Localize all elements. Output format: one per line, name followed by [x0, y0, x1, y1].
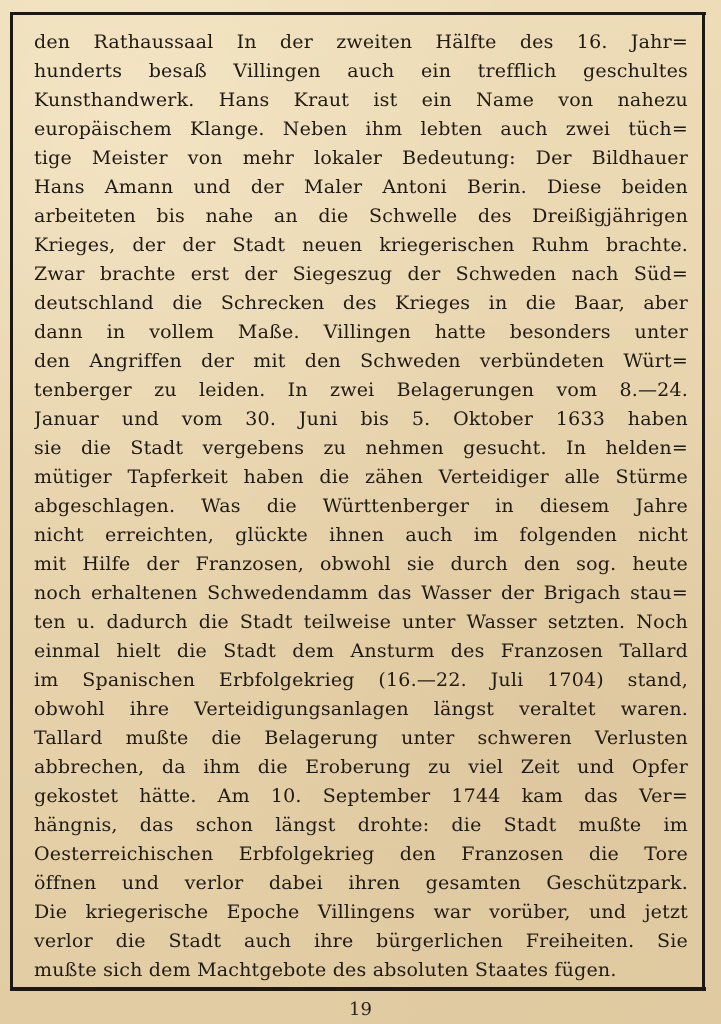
frame-right-rule [702, 12, 705, 987]
text-line: mütiger Tapferkeit haben die zähen Verteidiger alle Stürme [34, 466, 688, 488]
text-line: Kunsthandwerk. Hans Kraut ist ein Name von nahezu [34, 89, 688, 111]
text-line: ten u. dadurch die Stadt teilweise unter Wasser setzten. Noch [34, 611, 688, 633]
text-line: nicht erreichten, glückte ihnen auch im folgenden nicht [34, 524, 688, 546]
text-line: hunderts besaß Villingen auch ein trefflich geschultes [34, 60, 688, 82]
text-line: hängnis, das schon längst drohte: die Stadt mußte im [34, 814, 688, 836]
text-line: den Angriffen der mit den Schweden verbündeten Würt= [34, 350, 688, 372]
text-line: Hans Amann und der Maler Antoni Berin. Diese beiden [34, 176, 688, 198]
body-text [34, 28, 688, 985]
text-line: sie die Stadt vergebens zu nehmen gesucht. In helden= [34, 437, 688, 459]
frame-bottom-rule [10, 987, 706, 991]
text-line: öffnen und verlor dabei ihren gesamten Geschützpark. [34, 872, 688, 894]
text-line: abgeschlagen. Was die Württenberger in diesem Jahre [34, 495, 688, 517]
text-line: Oesterreichischen Erbfolgekrieg den Franzosen die Tore [34, 843, 688, 865]
text-line: europäischem Klange. Neben ihm lebten auch zwei tüch= [34, 118, 688, 140]
text-line: den Rathaussaal In der zweiten Hälfte des 16. Jahr= [34, 31, 688, 53]
text-line: einmal hielt die Stadt dem Ansturm des Franzosen Tallard [34, 640, 688, 662]
page-number: 19 [349, 999, 372, 1020]
text-line: Tallard mußte die Belagerung unter schweren Verlusten [34, 727, 688, 749]
text-line: im Spanischen Erbfolgekrieg (16.—22. Juli 1704) stand, [34, 669, 688, 691]
text-line: abbrechen, da ihm die Eroberung zu viel Zeit und Opfer [34, 756, 688, 778]
text-line: verlor die Stadt auch ihre bürgerlichen Freiheiten. Sie [34, 930, 688, 952]
text-line: Die kriegerische Epoche Villingens war vorüber, und jetzt [34, 901, 688, 923]
frame-top-rule [10, 12, 706, 15]
frame-left-rule [10, 12, 13, 987]
text-line: arbeiteten bis nahe an die Schwelle des Dreißigjährigen [34, 205, 688, 227]
text-line: dann in vollem Maße. Villingen hatte besonders unter [34, 321, 688, 343]
text-line: Krieges, der der Stadt neuen kriegerischen Ruhm brachte. [34, 234, 688, 256]
text-line: Zwar brachte erst der Siegeszug der Schweden nach Süd= [34, 263, 688, 285]
text-line: tenberger zu leiden. In zwei Belagerungen vom 8.—24. [34, 379, 688, 401]
text-line: deutschland die Schrecken des Krieges in die Baar, aber [34, 292, 688, 314]
text-line: Januar und vom 30. Juni bis 5. Oktober 1633 haben [34, 408, 688, 430]
text-line: mußte sich dem Machtgebote des absoluten Staates fügen. [34, 959, 617, 981]
text-line: mit Hilfe der Franzosen, obwohl sie durch den sog. heute [34, 553, 688, 575]
text-line: tige Meister von mehr lokaler Bedeutung: Der Bildhauer [34, 147, 688, 169]
text-line: obwohl ihre Verteidigungsanlagen längst veraltet waren. [34, 698, 688, 720]
text-line: noch erhaltenen Schwedendamm das Wasser der Brigach stau= [34, 582, 688, 604]
text-line: gekostet hätte. Am 10. September 1744 kam das Ver= [34, 785, 688, 807]
